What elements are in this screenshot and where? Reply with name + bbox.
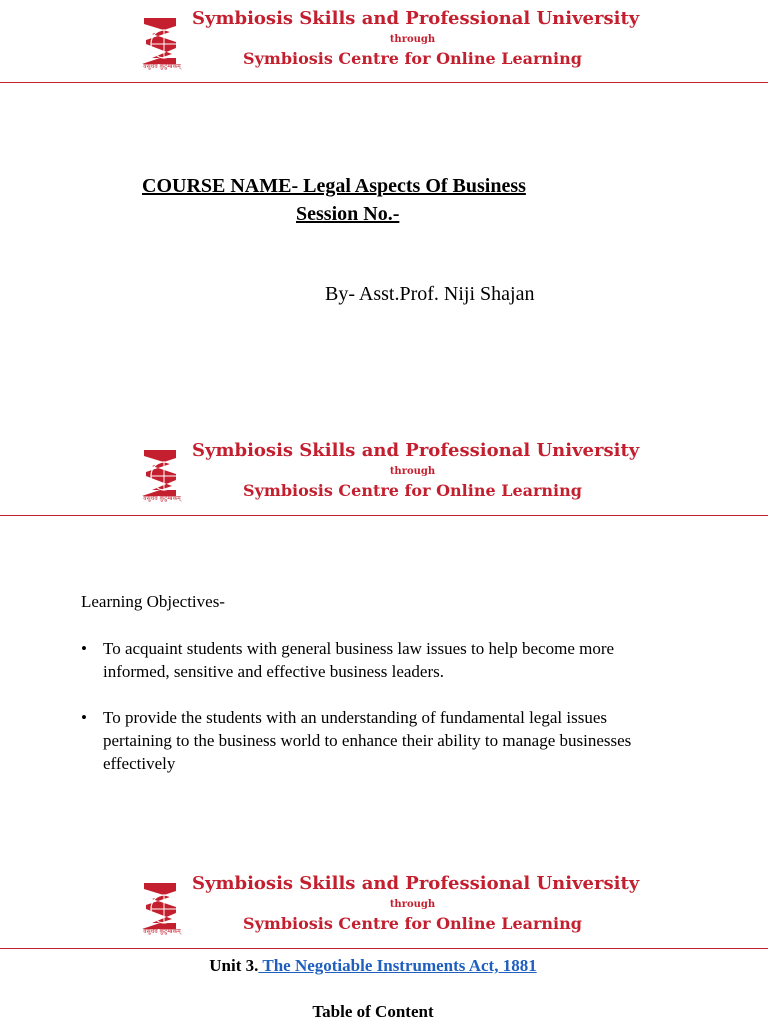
- university-header: [128, 434, 650, 506]
- course-name-line: [142, 175, 526, 198]
- course-prefix: COURSE NAME: [142, 175, 292, 197]
- university-name: Symbiosis Skills and Professional University: [192, 8, 640, 29]
- university-name: Symbiosis Skills and Professional University: [192, 440, 640, 461]
- header-divider: [0, 82, 768, 83]
- objective-item: [81, 706, 661, 775]
- through-label: through: [389, 34, 436, 45]
- objective-text: To acquaint students with general business law issues to help become more informed, sensitive and effective business leaders.: [103, 639, 615, 681]
- bullet-icon: •: [81, 639, 87, 658]
- session-number: Session No.-: [296, 203, 400, 225]
- university-header: [128, 867, 650, 939]
- objective-item: [81, 637, 661, 683]
- university-header: [128, 2, 650, 74]
- unit-title-link[interactable]: The Negotiable Instruments Act, 1881: [258, 956, 537, 975]
- centre-name: Symbiosis Centre for Online Learning: [243, 914, 582, 933]
- university-name: Symbiosis Skills and Professional University: [192, 873, 640, 894]
- centre-name: Symbiosis Centre for Online Learning: [243, 481, 582, 500]
- tagline: वसुधैव कुटुम्बकम्: [143, 928, 181, 935]
- table-of-content-heading: Table of Content: [312, 1002, 434, 1021]
- through-label: through: [389, 466, 436, 477]
- header-divider: [0, 948, 768, 949]
- through-label: through: [389, 899, 436, 910]
- objective-text: To provide the students with an understanding of fundamental legal issues pertaining to the business world to enhance their ability to manage businesses effectively: [103, 708, 632, 773]
- unit-label: Unit 3.: [209, 956, 259, 975]
- slide-title: [0, 0, 768, 430]
- tagline: वसुधैव कुटुम्बकम्: [143, 63, 181, 70]
- objectives-heading: Learning Objectives-: [81, 592, 225, 611]
- bullet-icon: •: [81, 708, 87, 727]
- centre-name: Symbiosis Centre for Online Learning: [243, 49, 582, 68]
- author-byline: By- Asst.Prof. Niji Shajan: [325, 283, 535, 305]
- unit-heading: [0, 956, 746, 976]
- header-divider: [0, 515, 768, 516]
- course-name: - Legal Aspects Of Business: [291, 175, 526, 197]
- tagline: वसुधैव कुटुम्बकम्: [143, 495, 181, 502]
